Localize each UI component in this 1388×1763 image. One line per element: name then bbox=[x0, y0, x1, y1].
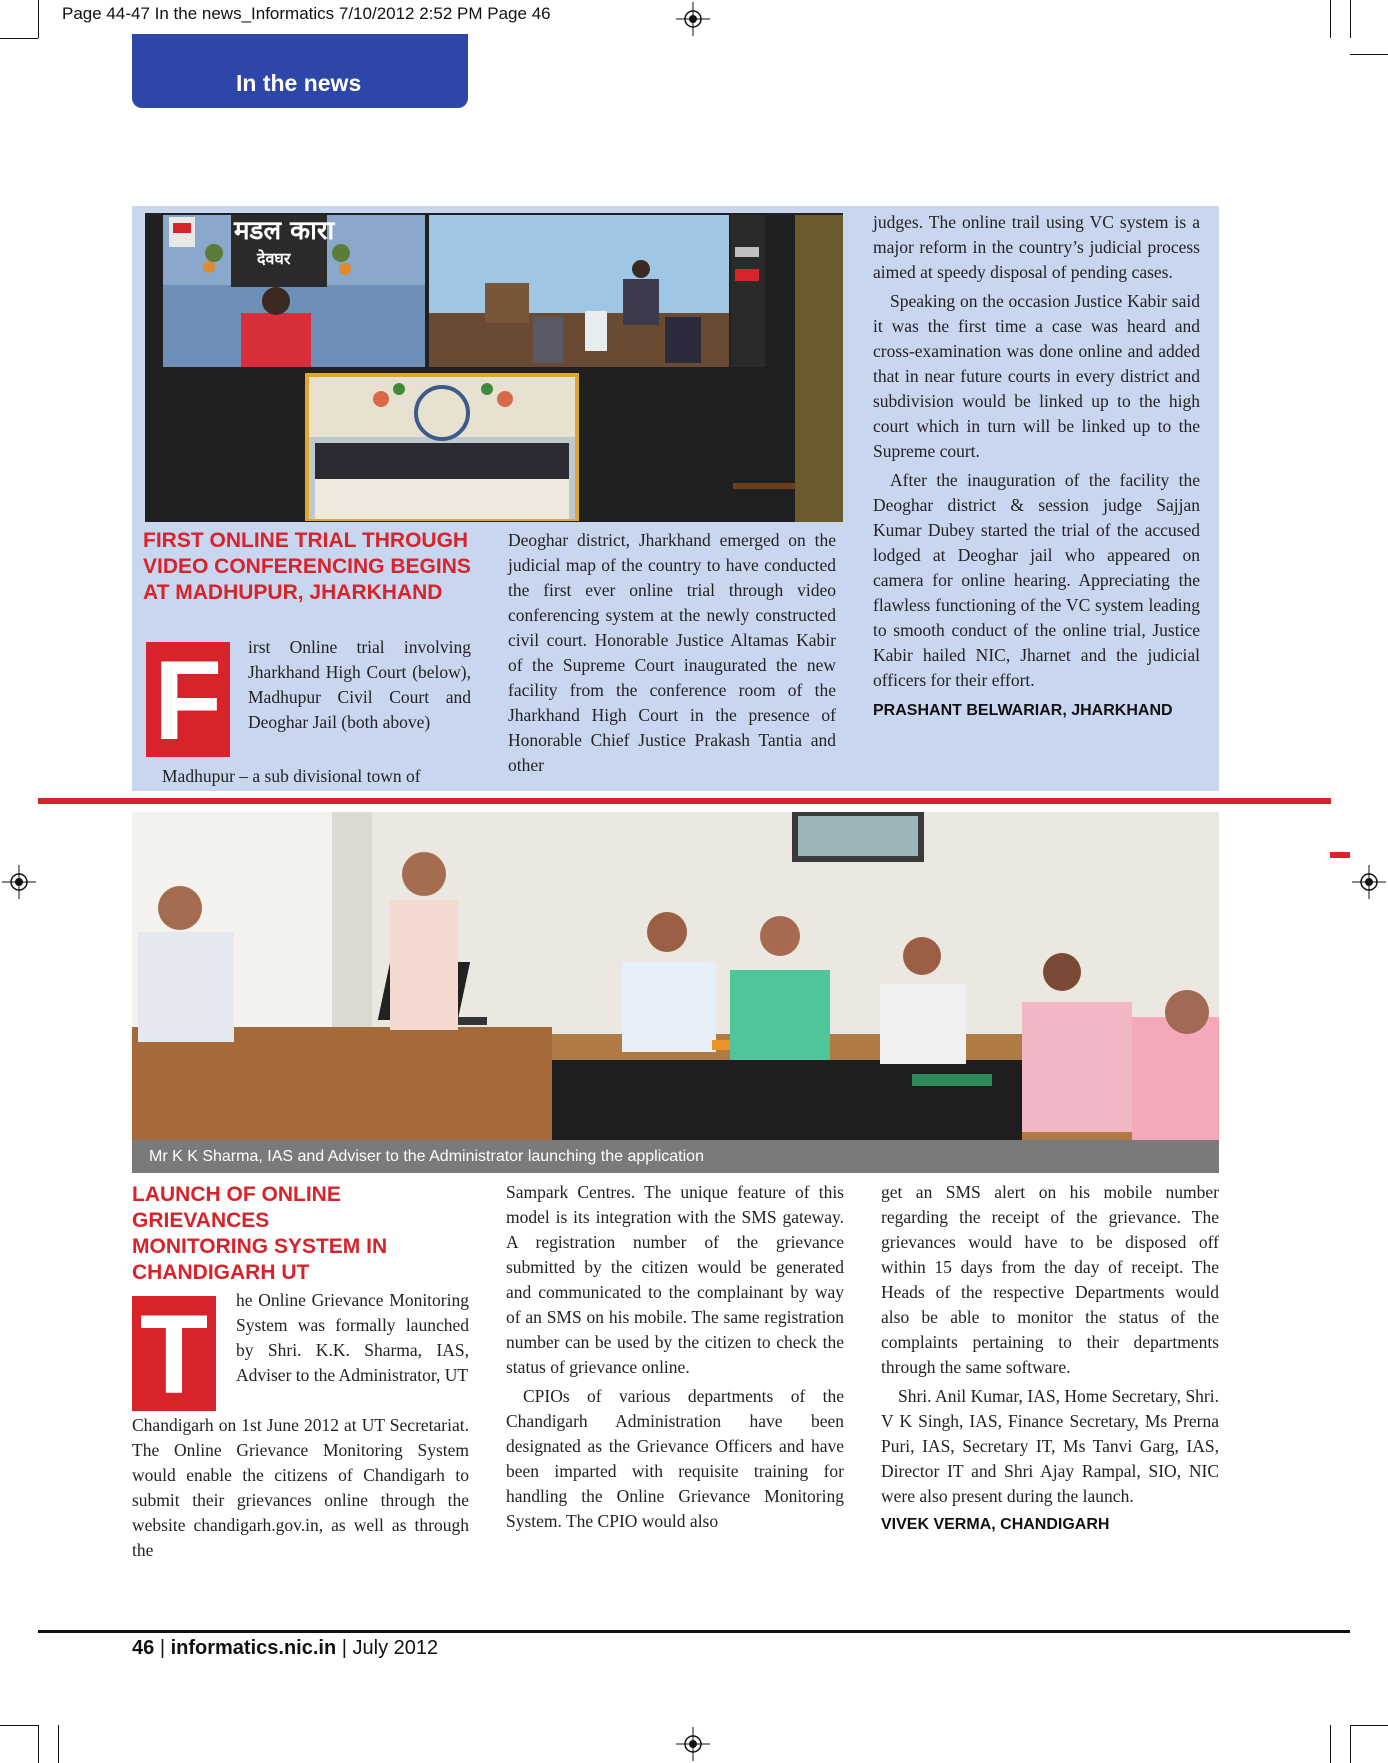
article2-drop-cap: T bbox=[132, 1296, 216, 1411]
footer-issue: July 2012 bbox=[352, 1637, 439, 1659]
article2-para: Sampark Centres. The unique feature of this model is its integration with the SMS gateway. A registration number of the grievance submitted by the citizen would be generated and communicated to the complainant by way of an SMS on his mobile. The same registration number can be used by the citizen to check the status of grievance online. bbox=[506, 1182, 844, 1377]
article2-col2 bbox=[506, 1180, 844, 1534]
photo-sign-line1: मडल कारा bbox=[234, 216, 335, 246]
section-tab bbox=[132, 34, 468, 108]
headline-line: FIRST ONLINE TRIAL THROUGH bbox=[143, 529, 469, 552]
footer-separator: | bbox=[159, 1637, 166, 1659]
article1-byline: PRASHANT BELWARIAR, JHARKHAND bbox=[873, 702, 1173, 719]
edge-tab-marker bbox=[1330, 852, 1350, 858]
article2-photo-caption bbox=[132, 1140, 1219, 1173]
article2-byline: VIVEK VERMA, CHANDIGARH bbox=[881, 1516, 1110, 1533]
article1-para: After the inauguration of the facility the Deoghar district & session judge Sajjan Kumar Dubey started the trial of the accused lodged at Deoghar jail who appeared on camera for online hearing. Appreciating the flawless functioning of the VC system leading to smooth conduct of the online trial, Justice Kabir hailed NIC, Jharnet and the judicial officers for their effort. bbox=[873, 470, 1200, 690]
headline-line: VIDEO CONFERENCING BEGINS bbox=[143, 555, 471, 578]
article2-intro: he Online Grievance Monitoring System was formally launched by Shri. K.K. Sharma, IAS, Adviser to the Administrator, UT bbox=[236, 1290, 469, 1385]
article2-para: CPIOs of various departments of the Chandigarh Administration have been designated as the Grievance Officers and have been imparted with requisite training for handling the Online Grievance Monitoring System. The CPIO would also bbox=[506, 1386, 844, 1531]
section-tab-label: In the news bbox=[236, 70, 362, 96]
headline-line: CHANDIGARH UT bbox=[132, 1261, 310, 1284]
article1-photo-vc-screen bbox=[145, 213, 843, 522]
article2-col3 bbox=[881, 1180, 1219, 1537]
registration-mark-left-icon bbox=[2, 865, 36, 899]
article2-col1-tail: Chandigarh on 1st June 2012 at UT Secretariat. The Online Grievance Monitoring System would enable the citizens of Chandigarh to submit their grievances online through the website chandigarh.gov.in, as well as through the bbox=[132, 1415, 469, 1560]
section-divider bbox=[38, 798, 1331, 804]
article2-para: Shri. Anil Kumar, IAS, Home Secretary, Shri. V K Singh, IAS, Finance Secretary, Ms Prerna Puri, IAS, Secretary IT, Ms Tanvi Garg, IAS, Director IT and Shri Ajay Rampal, SIO, NIC were also present during the launch. bbox=[881, 1386, 1219, 1506]
footer-site: informatics.nic.in bbox=[170, 1637, 337, 1659]
article2-para: get an SMS alert on his mobile number regarding the receipt of the grievance. The grievances would have to be disposed off within 15 days from the day of receipt. The Heads of the respective Departments would also be able to monitor the status of the complaints pertaining to their departments through the same software. bbox=[881, 1182, 1219, 1377]
headline-line: LAUNCH OF ONLINE GRIEVANCES bbox=[132, 1183, 341, 1232]
article1-intro: irst Online trial involving Jharkhand High Court (below), Madhupur Civil Court and Deoghar Jail (both above) bbox=[248, 637, 471, 732]
headline-line: AT MADHUPUR, JHARKHAND bbox=[143, 581, 443, 604]
caption-text: Mr K K Sharma, IAS and Adviser to the Administrator launching the application bbox=[149, 1148, 704, 1165]
photo-sign-line2: देवघर bbox=[257, 249, 291, 268]
headline-line: MONITORING SYSTEM IN bbox=[132, 1235, 388, 1258]
article1-drop-cap: F bbox=[146, 642, 230, 757]
footer-separator: | bbox=[341, 1637, 347, 1659]
registration-mark-right-icon bbox=[1352, 865, 1386, 899]
article1-para: judges. The online trail using VC system is a major reform in the country’s judicial process aimed at speedy disposal of pending cases. bbox=[873, 212, 1200, 282]
article1-headline bbox=[143, 528, 483, 606]
article1-col3 bbox=[873, 210, 1200, 723]
printer-slug: Page 44-47 In the news_Informatics 7/10/2012 2:52 PM Page 46 bbox=[62, 4, 551, 23]
article1-para: Speaking on the occasion Justice Kabir said it was the first time a case was heard and cross-examination was done online and added that in near future courts in every district and subdivision would be linked up to the high court which in turn will be linked up to the Supreme court. bbox=[873, 291, 1200, 461]
article1-col2: Deoghar district, Jharkhand emerged on the judicial map of the country to have conducted the first ever online trial through video conferencing system at the newly constructed civil court. Honorable Justice Altamas Kabir of the Supreme Court inaugurated the new facility from the conference room of the Jharkhand High Court in the presence of Honorable Chief Justice Prakash Tantia and other bbox=[508, 530, 836, 775]
registration-mark-bottom-icon bbox=[676, 1727, 710, 1761]
article2-headline bbox=[132, 1182, 477, 1286]
page-footer bbox=[132, 1637, 438, 1660]
footer-rule bbox=[38, 1630, 1350, 1633]
article2-photo-meeting bbox=[132, 812, 1219, 1140]
page-number: 46 bbox=[132, 1637, 155, 1659]
registration-mark-top-icon bbox=[676, 2, 710, 36]
article1-col1-tail: Madhupur – a sub divisional town of bbox=[162, 766, 421, 786]
